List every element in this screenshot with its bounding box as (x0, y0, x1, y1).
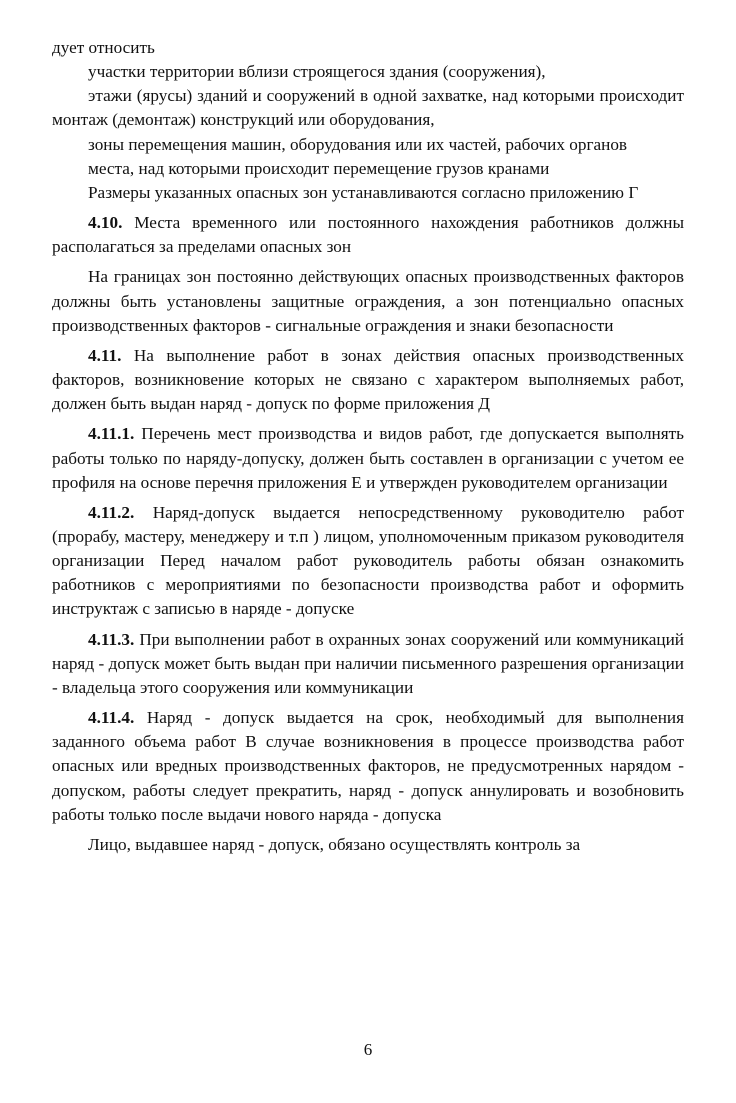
paragraph-text: дует относить (52, 38, 155, 57)
clause-number: 4.10. (88, 213, 123, 233)
paragraph-text: участки территории вблизи строящегося здания (сооружения), (88, 62, 546, 82)
paragraph-text: Наряд - допуск выдается на срок, необходимый для выполнения заданного объема работ В случае возникновения в процессе производства работ опасных или вредных производственных факторов, не предусмотренных нарядом - допуском, работы следует прекратить, наряд - допуск аннулировать и возобновить работы только после выдачи нового наряда - допуска (52, 708, 684, 824)
paragraph (52, 628, 684, 700)
page-number: 6 (363, 1040, 373, 1059)
paragraph-text: места, над которыми происходит перемещение грузов кранами (88, 158, 550, 178)
paragraph (52, 133, 684, 157)
paragraph-text: этажи (ярусы) зданий и сооружений в одной захватке, над которыми происходит монтаж (демонтаж) конструкций или оборудования, (52, 86, 684, 130)
paragraph (52, 501, 684, 622)
paragraph (52, 706, 684, 827)
clause-number: 4.11.4. (88, 708, 135, 728)
clause-number: 4.11.2. (88, 502, 135, 522)
paragraph-text: Места временного или постоянного нахождения работников должны располагаться за пределами опасных зон (52, 213, 684, 257)
paragraph-text: На границах зон постоянно действующих опасных производственных факторов должны быть установлены защитные ограждения, а зон потенциально опасных производственных факторов - сигнальные ограждения и знаки безопасности (52, 267, 684, 335)
paragraph (52, 211, 684, 259)
clause-number: 4.11. (88, 345, 122, 365)
clause-number: 4.11.3. (88, 629, 135, 649)
body-text (52, 36, 684, 857)
paragraph (52, 265, 684, 337)
paragraph-text: Наряд-допуск выдается непосредственному руководителю работ (прорабу, мастеру, менеджеру и т.п ) лицом, уполномоченным приказом руководителя организации Перед началом работ руководитель работы обязан ознакомить работников с мероприятиями по безопасности производства работ и оформить инструктаж с записью в наряде - допуске (52, 502, 685, 619)
paragraph (52, 833, 684, 857)
paragraph (52, 36, 684, 60)
paragraph-text: Лицо, выдавшее наряд - допуск, обязано осуществлять контроль за (88, 834, 581, 854)
paragraph (52, 60, 684, 84)
paragraph (52, 344, 684, 416)
paragraph-text: Размеры указанных опасных зон устанавливаются согласно приложению Г (88, 182, 639, 202)
paragraph-text: На выполнение работ в зонах действия опасных производственных факторов, возникновение которых не связано с характером выполняемых работ, должен быть выдан наряд - допуск по форме приложения Д (52, 345, 684, 414)
paragraph (52, 157, 684, 181)
paragraph-text: Перечень мест производства и видов работ, где допускается выполнять работы только по наряду-допуску, должен быть составлен в организации с учетом ее профиля на основе перечня приложения Е и утвержден руководителем организации (52, 424, 684, 492)
paragraph (52, 84, 684, 132)
paragraph (52, 181, 684, 205)
paragraph (52, 422, 684, 494)
paragraph-text: При выполнении работ в охранных зонах сооружений или коммуникаций наряд - допуск может быть выдан при наличии письменного разрешения организации - владельца этого сооружения или коммуникации (52, 629, 684, 697)
clause-number: 4.11.1. (88, 424, 135, 444)
paragraph-text: зоны перемещения машин, оборудования или их частей, рабочих органов (88, 134, 628, 154)
